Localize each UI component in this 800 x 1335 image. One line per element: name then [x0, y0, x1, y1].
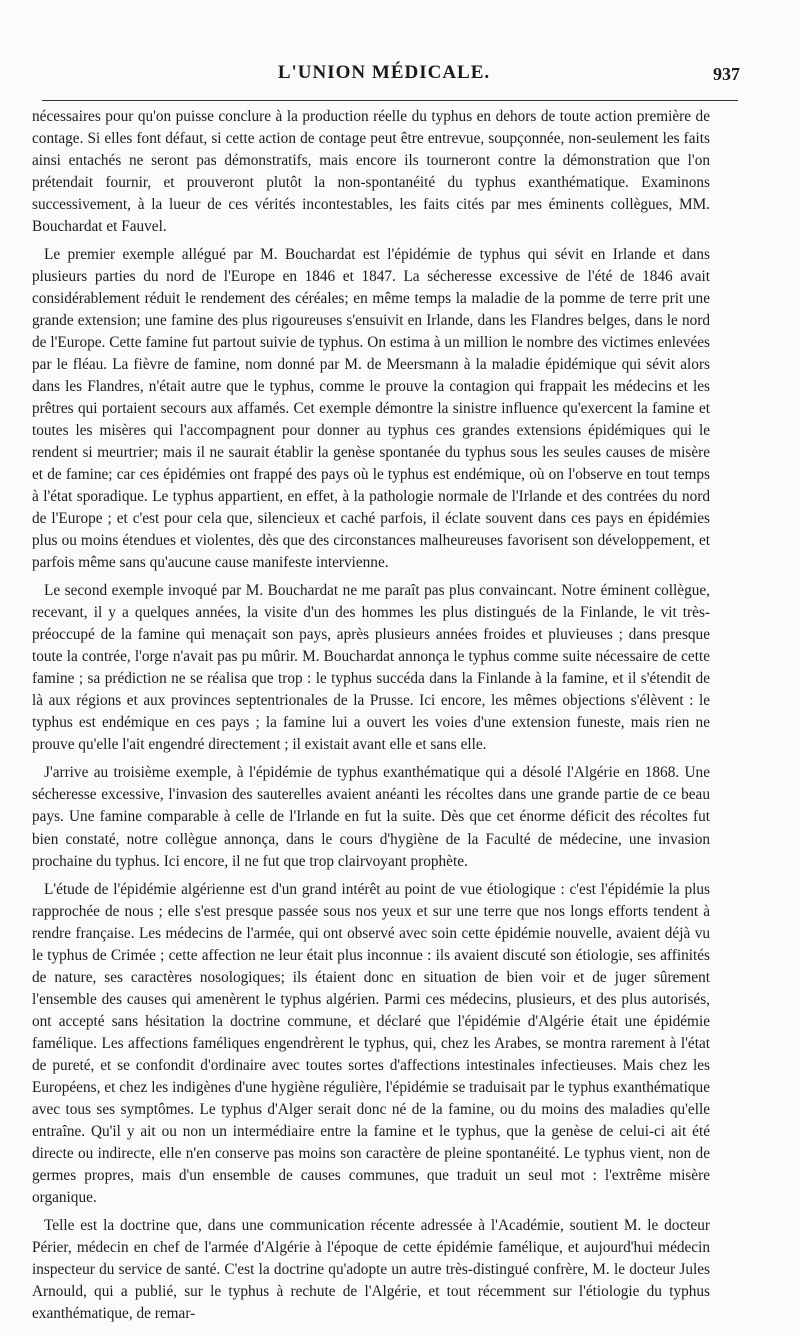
paragraph-first-example: Le premier exemple allégué par M. Bouchardat est l'épidémie de typhus qui sévit en Irlande et dans plusieurs parties du nord de l'Europe en 1846 et 1847. La sécheresse excessive de l'été de 1846 avait considérablement réduit le rendement des céréales; en même temps la maladie de la pomme de terre prit une grande extension; une famine des plus rigoureuses s'ensuivit en Irlande, dans les Flandres belges, dans le nord de l'Europe. Cette famine fut partout suivie de typhus. On estima à un million le nombre des victimes enlevées par le fléau. La fièvre de famine, nom donné par M. de Meersmann à la maladie épidémique qui sévit alors dans les Flandres, n'était autre que le typhus, comme le prouve la contagion qui frappait les médecins et les prêtres qui portaient secours aux affamés. Cet exemple démontre la sinistre influence qu'exercent la famine et toutes les misères qui l'accompagnent pour donner au typhus ces grandes extensions épidémiques qui le rendent si meurtrier; mais il ne saurait établir la genèse spontanée du typhus sous les seules causes de misère et de famine; car ces épidémies ont frappé des pays où le typhus est endémique, où on l'observe en tout temps à l'état sporadique. Le typhus appartient, en effet, à la pathologie normale de l'Irlande et des contrées du nord de l'Europe ; et c'est pour cela que, silencieux et caché parfois, il éclate souvent dans ces pays en épidémies plus ou moins étendues et violentes, dès que des circonstances malheureuses favorisent son développement, et parfois même sans qu'aucune cause manifeste intervienne.	[32, 246, 710, 572]
article-body	[32, 106, 710, 1325]
header-rule	[42, 100, 738, 101]
paragraph-continuation: nécessaires pour qu'on puisse conclure à la production réelle du typhus en dehors de toute action première de contage. Si elles font défaut, si cette action de contage peut être entrevue, soupçonnée, non-seulement les faits ainsi entachés ne seront pas démonstratifs, mais encore ils tourneront contre la démonstration que l'on prétendait fournir, et prouveront plutôt la non-spontanéité du typhus exanthématique. Examinons successivement, à la lueur de ces vérités incontestables, les faits cités par mes éminents collègues, MM. Bouchardat et Fauvel.	[32, 108, 710, 236]
paragraph-doctrine: Telle est la doctrine que, dans une communication récente adressée à l'Académie, soutient M. le docteur Périer, médecin en chef de l'armée d'Algérie à l'époque de cette épidémie famélique, et aujourd'hui médecin inspecteur du service de santé. C'est la doctrine qu'adopte un autre très-distingué confrère, M. le docteur Jules Arnould, qui a publié, sur le typhus à rechute de l'Algérie, et tout récemment sur l'étiologie du typhus exanthématique, de remar-	[32, 1216, 710, 1322]
paragraph-second-example: Le second exemple invoqué par M. Bouchardat ne me paraît pas plus convaincant. Notre éminent collègue, recevant, il y a quelques années, la visite d'un des hommes les plus distingués de la Finlande, le vit très-préoccupé de la famine qui menaçait son pays, après plusieurs années froides et pluvieuses ; dans presque toute la contrée, l'orge n'avait pas pu mûrir. M. Bouchardat annonça le typhus comme suite nécessaire de cette famine ; sa prédiction ne se réalisa que trop : le typhus succéda dans la Finlande à la famine, et il s'étendit de là aux régions et aux provinces septentrionales de la Prusse. Ici encore, les mêmes objections s'élèvent : le typhus est endémique en ces pays ; la famine lui a ouvert les voies d'une extension funeste, mais rien ne prouve qu'elle l'ait engendré directement ; il existait avant elle et sans elle.	[32, 582, 710, 754]
paragraph-third-example: J'arrive au troisième exemple, à l'épidémie de typhus exanthématique qui a désolé l'Algérie en 1868. Une sécheresse excessive, l'invasion des sauterelles avaient anéanti les récoltes dans une grande partie de ce beau pays. Une famine comparable à celle de l'Irlande en fut la suite. Dès que cet énorme déficit des récoltes fut bien constaté, notre collègue annonça, dans le cours d'hygiène de la Faculté de médecine, une invasion prochaine du typhus. Ici encore, il ne fut que trop clairvoyant prophète.	[32, 764, 710, 870]
paragraph-algerian-epidemic: L'étude de l'épidémie algérienne est d'un grand intérêt au point de vue étiologique : c'est l'épidémie la plus rapprochée de nous ; elle s'est presque passée sous nos yeux et sur une terre que nos longs efforts tendent à rendre française. Les médecins de l'armée, qui ont observé avec soin cette épidémie nouvelle, avaient déjà vu le typhus de Crimée ; cette affection ne leur était plus inconnue : ils avaient discuté son étiologie, ses affinités de nature, ses caractères nosologiques; ils étaient donc en situation de bien voir et de juger sûrement l'ensemble des causes qui amenèrent le typhus algérien. Parmi ces médecins, plusieurs, et des plus autorisés, ont accepté sans hésitation la doctrine commune, et déclaré que l'épidémie d'Algérie était une épidémie famélique. Les affections faméliques engendrèrent le typhus, qui, chez les Arabes, se montra rarement à l'état de pureté, et se confondit d'ordinaire avec toutes sortes d'affections intestinales infectieuses. Mais chez les Européens, et chez les indigènes d'une hygiène régulière, l'épidémie se traduisait par le typhus exanthématique avec tous ses symptômes. Le typhus d'Alger serait donc né de la famine, ou du moins des maladies qu'elle entraîne. Qu'il y ait ou non un intermédiaire entre la famine et le typhus, que la genèse de celui-ci ait été directe ou indirecte, elle n'en conserve pas moins son caractère de pleine spontanéité. Le typhus vient, non de germes propres, mais d'un ensemble de causes communes, que traduit un seul mot : l'extrême misère organique.	[32, 880, 710, 1206]
page-number: 937	[713, 64, 740, 84]
running-header	[28, 58, 740, 94]
journal-title: L'UNION MÉDICALE.	[277, 62, 491, 83]
